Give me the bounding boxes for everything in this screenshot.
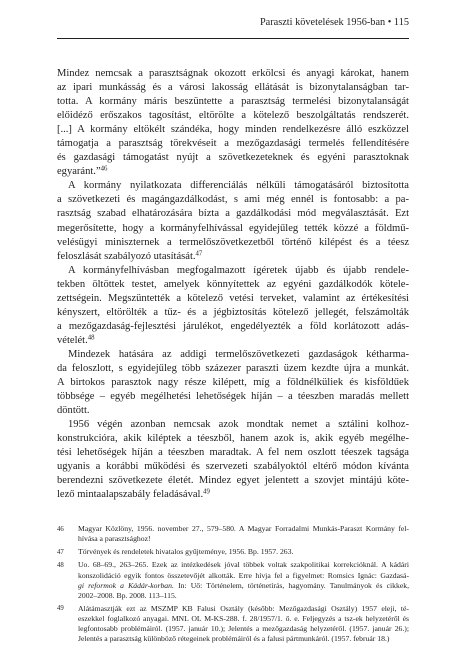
text-line: velésügyi miniszternek a termelőszövetkezetből történő kilépést és a téesz	[57, 236, 409, 248]
text-line: berendezni szövetkezete életét. Mindez egyet jelentett a szovjet mintájú köte-	[57, 475, 409, 487]
footnote-number: 46	[57, 525, 64, 533]
text-line: legfontosabb problémáiról. (1957. január 10.); Jelentés a mezőgazdaság helyzetéről. (1957. január 26.);	[78, 623, 409, 633]
text-line: Törvények és rendeletek hivatalos gyűjteménye, 1956. Bp. 1957. 263.	[78, 546, 294, 556]
footnote-number: 48	[57, 562, 64, 570]
text-line: A kormányfelhívásban megfogalmazott ígéretek újabb és újabb rendele-	[68, 264, 409, 276]
footnote-ref[interactable]: 49	[203, 488, 210, 496]
paragraph	[57, 418, 409, 502]
text-line: Mindezek hatására az addigi termelőszövetkezeti gazdaságok kétharma-	[68, 348, 409, 360]
text-line: konstrukcióra, akik kiléptek a téeszből, hanem azok is, akik egyéb megélhe-	[57, 433, 409, 445]
footnote-ref[interactable]: 48	[87, 334, 95, 342]
text-line: da feloszlott, s egyidejűleg több százezer paraszti üzem kezdte újra a munkát.	[57, 362, 409, 374]
footnote	[57, 547, 409, 558]
footnote	[57, 524, 409, 544]
text-line: ugyanis a korábbi működési és szervezeti szabályoktól eltérő módon kívánta	[57, 461, 409, 473]
text-line: 1956 végén azonban nemcsak azok mondtak nemet a sztálini kolhoz-	[68, 419, 409, 431]
text-line: gi reformok a Kádár-korban. In: Uő: Történelem, történetírás, hagyomány. Tanulmányok és cikkek,	[78, 580, 409, 590]
footnote	[57, 560, 409, 601]
text-line: megerősítette, hogy a kormányfelhívással egyidejűleg tették közzé a földmű-	[57, 222, 409, 234]
text-line: Magyar Közlöny, 1956. november 27., 579–580. A Magyar Forradalmi Munkás-Paraszt Kormány fel-	[78, 524, 409, 533]
text-line: a mezőgazdaság-fejlesztési járulékot, engedélyezték a föld korlátozott adás-	[57, 320, 409, 332]
footnote-ref[interactable]: 47	[195, 250, 203, 258]
text-line: tekben öltöttek testet, amelyek könnyítettek az egyéni gazdálkodók kötele-	[57, 278, 409, 290]
footnotes	[57, 524, 409, 647]
text-line: A birtokos parasztok nagy része kilépett, míg a földnélküliek és kisföldűek	[57, 377, 409, 389]
text-line: vételét.$^{48}$	[57, 334, 95, 346]
footnote	[57, 604, 409, 645]
text-line: hívása a parasztsághoz!	[78, 534, 151, 544]
text-line: támogatja a parasztság törekvéseit a mezőgazdasági termelés fellendítésére	[57, 138, 409, 150]
footnote-text	[78, 547, 409, 558]
paragraph	[57, 67, 409, 179]
text-line: [...] A kormány eltökélt szándéka, hogy minden rendelkezésre álló eszközzel	[57, 124, 409, 136]
footnote-text	[78, 604, 409, 645]
paragraph	[57, 264, 409, 348]
footnote-number: 49	[57, 605, 64, 613]
text-line: Mindez nemcsak a parasztságnak okozott erkölcsi és anyagi károkat, hanem	[57, 68, 409, 79]
text-line: zettségein. Megszüntették a kötelező vetési terveket, valamint az értékesítési	[57, 292, 409, 304]
text-line: eszekkel foglalkozó anyagai. MNL OL M-KS-288. f. 28/1957/1. ő. e. Feljegyzés a tsz-ek helyzetéről és	[78, 613, 409, 623]
footnote-number: 47	[57, 548, 64, 556]
footnote-text	[78, 524, 409, 544]
text-line: totta. A kormány máris beszüntette a parasztság termelési bizonytalanságát	[57, 96, 409, 108]
header-rule	[57, 38, 409, 39]
paragraph	[57, 348, 409, 418]
body-text	[57, 67, 409, 502]
text-line: kényszert, eltörölték a tűz- és a jégbiztosítás kötelező jellegét, felszámolták	[57, 306, 409, 318]
text-line: Alátámasztják ezt az MSZMP KB Falusi Osztály (később: Mezőgazdasági Osztály) 1957 eleji, té-	[78, 603, 409, 613]
text-line: 2002–2008. Bp. 2008. 113–115.	[78, 590, 177, 600]
text-line: rasztság szabad elhatározására bízta a gazdálkodási mód megválasztását. Ezt	[57, 208, 409, 220]
text-line: A kormány nyilatkozata differenciálás nélküli támogatásáról biztosította	[68, 180, 409, 192]
text-line: és gazdasági támogatást nyújt a szövetkezeteknek és egyéni parasztoknak	[57, 152, 409, 164]
text-line: a szövetkezeti és magángazdálkodást, s ami még ennél is fontosabb: a pa-	[57, 194, 409, 206]
text-line: Uo. 68–69., 263–265. Ezek az intézkedések jóval többek voltak szakpolitikai korrekcióknál. A kádári	[78, 560, 409, 570]
text-line: az ipari munkásság és a városi lakosság ellátását is bizonytalanságban tar-	[57, 82, 409, 94]
footnote-text	[78, 560, 409, 601]
text-line: Jelentés a parasztság különböző rétegeinek problémáiról és a falusi pártmunkáról. (1957. február 18.)	[78, 634, 390, 644]
text-line: egyaránt.”$^{46}$	[57, 165, 108, 178]
text-line: tési lehetőségek híján a téeszben maradtak. A fel nem oszlott téeszek tagsága	[57, 447, 409, 459]
text-line: konszolidáció egyik fontos összetevőjét alkották. Erre hívja fel a figyelmet: Romsics Ignác: Gazdasá-	[78, 570, 409, 580]
paragraph	[57, 179, 409, 263]
text-line: döntött.	[57, 405, 90, 417]
text-line: többsége – egyéb megélhetési lehetőségek híján – a téeszben maradás mellett	[57, 391, 409, 403]
text-line: előidéző erőszakos tagosítást, eltörölte a kötelező beszolgáltatás rendszerét.	[57, 110, 409, 122]
running-header: Paraszti követelések 1956-ban • 115	[259, 17, 409, 28]
text-line: lező mintaalapszabály feladásával.$^{49}$	[57, 488, 210, 501]
footnote-ref[interactable]: 46	[100, 165, 108, 173]
text-line: feloszlását szabályozó utasítását.$^{47}$	[57, 250, 203, 262]
